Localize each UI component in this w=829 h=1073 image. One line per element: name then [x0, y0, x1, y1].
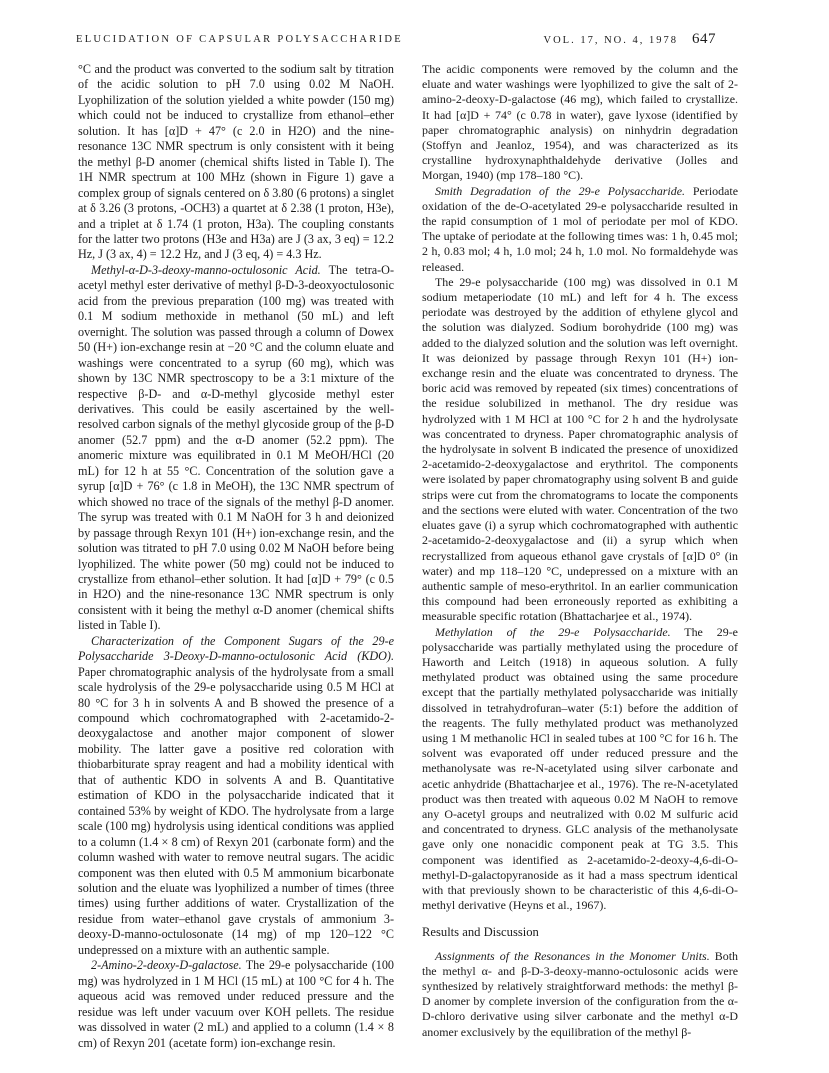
paragraph — [78, 958, 394, 1051]
page-number: 647 — [692, 31, 716, 47]
paragraph-text: The tetra-O-acetyl methyl ester derivative of methyl β-D-3-deoxyoctulosonic acid from the previous preparation (100 mg) was treated with 0.1 M sodium methoxide in methanol (50 mL) and left overnight. The solution was passed through a column of Dowex 50 (H+) ion-exchange resin at −20 °C and the column eluate and washings were concentrated to a syrup (60 mg), which was shown by 13C NMR spectroscopy to be a 3:1 mixture of the respective β-D- and α-D-methyl glycoside methyl ester derivatives. This could be easily ascertained by the well-resolved carbon signals of the methyl glycoside group of the β-D anomer (52.7 ppm) and the α-D anomer (52.2 ppm). The anomeric mixture was equilibrated in 0.1 M MeOH/HCl (20 mL) for 12 h at 55 °C. Concentration of the solution gave a syrup [α]D + 76° (c 1.8 in MeOH), the 13C NMR spectrum of which showed no trace of the signals of the methyl β-D anomer. The syrup was treated with 0.1 M NaOH for 3 h and deionized by passage through Rexyn 101 (H+) ion-exchange resin, and the solution was titrated to pH 7.0 using 0.02 M NaOH before being lyophilized. The white power (50 mg) could not be induced to crystallize from ethanol–ether solution. It had [α]D + 79° (c 0.5 in H2O) and the nine-resonance 13C NMR spectrum is only consistent with it being the methyl α-D anomer (chemical shifts listed in Table I). — [78, 262, 394, 633]
paragraph-text: Both the methyl α- and β-D-3-deoxy-manno-octulosonic acids were synthesized by relatively straightforward methods: the methyl β-D anomer by complete inversion of the configuration from the α-D-chloro derivative using silver carbonate and the methyl α-D anomer exclusively by the equilibration of the methyl β- — [422, 948, 738, 1039]
paragraph — [422, 62, 738, 184]
paragraph-text: The 29-e polysaccharide (100 mg) was dissolved in 0.1 M sodium metaperiodate (10 mL) and left for 4 h. The excess periodate was destroyed by the addition of ethylene glycol and the solution was dialyzed. Sodium borohydride (100 mg) was added to the dialyzed solution and the solution was left overnight. It was deionized by passage through Rexyn 101 (H+) ion-exchange resin and the eluate was concentrated to dryness. The boric acid was removed by repeated (six times) concentrations of the residue solubilized in methanol. The dry residue was hydrolyzed with 1 M HCl at 100 °C for 2 h and the hydrolysate was concentrated to dryness. Paper chromatographic analysis of the hydrolysate in solvent B indicated the presence of unoxidized 2-acetamido-2-deoxygalactose and erythritol. The components were isolated by paper chromatography using solvent B and guide strips were cut from the chromatograms to locate the components and the sections were eluted with water. Concentration of the two eluates gave (i) a syrup which cochromatographed with authentic 2-acetamido-2-deoxygalactose and (ii) a syrup which when recrystallized from aqueous ethanol gave crystals of [α]D 0° (in water) and mp 118–120 °C, undepressed on a mixture with an authentic sample of meso-erythritol. In an earlier communication this compound had been erroneously reported as exhibiting a measurable specific rotation (Bhattacharjee et al., 1974). — [422, 274, 738, 624]
section-heading: Results and Discussion — [422, 925, 539, 940]
running-head — [76, 31, 716, 52]
paragraph — [422, 949, 738, 1040]
paragraph — [422, 275, 738, 625]
paragraph — [78, 634, 394, 959]
volume-and-page — [544, 31, 717, 48]
run-in-heading: Assignments of the Resonances in the Monomer Units. — [435, 948, 710, 963]
volume-info: VOL. 17, NO. 4, 1978 — [543, 35, 678, 46]
paragraph-text: The 29-e polysaccharide (100 mg) was hydrolyzed in 1 M HCl (15 mL) at 100 °C for 4 h. The aqueous acid was removed under reduced pressure and the residue was left under vacuum over KOH pellets. The residue was dissolved in water (2 mL) and applied to a column (1.4 × 8 cm) of Rexyn 201 (acetate form) ion-exchange resin. — [78, 958, 394, 1050]
paragraph-text: The 29-e polysaccharide was partially methylated using the procedure of Haworth and Leitch (1918) in aqueous solution. A fully methylated product was obtained using the same procedure except that the partially methylated polysaccharide was initially dissolved in tetrahydrofuran–water (5:1) before the addition of the reagents. The fully methylated product was methanolyzed using 1 M methanolic HCl in sealed tubes at 100 °C for 16 h. The solvent was evaporated off under reduced pressure and the methanolysate was re-N-acetylated using silver carbonate and acetic anhydride (Bhattacharjee et al., 1976). The re-N-acetylated product was then treated with aqueous 0.02 M NaOH to remove any O-acetyl groups and neutralized with 0.02 M sulfuric acid and concentrated to dryness. GLC analysis of the methanolysate gave only one nonacidic component peak at TG 3.5. This component was identified as 2-acetamido-2-deoxy-4,6-di-O-methyl-D-galactopyranoside as it had a mass spectrum identical with that previously shown to be characteristic of this 4,6-di-O-methyl derivative (Heyns et al., 1967). — [422, 624, 738, 913]
paragraph-text: Periodate oxidation of the de-O-acetylated 29-e polysaccharide resulted in the rapid consumption of 1 mol of periodate per mol of KDO. The uptake of periodate at the following times was: 1 h, 0.45 mol; 2 h, 0.83 mol; 4 h, 1.0 mol; 24 h, 1.0 mol. No formaldehyde was released. — [422, 183, 738, 274]
run-in-heading: Methyl-α-D-3-deoxy-manno-octulosonic Acid. — [91, 262, 321, 277]
paragraph — [78, 62, 394, 263]
run-in-heading: Characterization of the Component Sugars of the 29-e Polysaccharide 3-Deoxy-D-manno-octulosonic Acid (KDO). — [78, 633, 394, 664]
paragraph-text: The acidic components were removed by the column and the eluate and water washings were lyophilized to give the salt of 2-amino-2-deoxy-D-galactose (46 mg), which failed to crystallize. It had [α]D + 74° (c 0.78 in water), gave lyxose (identified by paper chromatographic analysis) on ninhydrin degradation (Stoffyn and Jeanloz, 1954), and was characterized as its crystalline hydroxynaphthaldehyde derivative (Jolles and Morgan, 1940) (mp 178–180 °C). — [422, 62, 738, 183]
run-in-heading: Methylation of the 29-e Polysaccharide. — [435, 624, 671, 639]
run-in-heading: 2-Amino-2-deoxy-D-galactose. — [91, 958, 242, 973]
paragraph — [422, 625, 738, 914]
left-column — [78, 62, 394, 1051]
run-in-heading: Smith Degradation of the 29-e Polysaccharide. — [435, 183, 685, 198]
running-title: ELUCIDATION OF CAPSULAR POLYSACCHARIDE — [76, 34, 403, 45]
paragraph-text: °C and the product was converted to the sodium salt by titration of the acidic solution to pH 7.0 using 0.02 M NaOH. Lyophilization of the solution yielded a white powder (150 mg) which could not be induced to crystallize from ethanol–ether solution. It has [α]D + 47° (c 2.0 in H2O) and the nine-resonance 13C NMR spectrum is only consistent with it being the methyl β-D anomer (chemical shifts listed in Table I). The 1H NMR spectrum at 100 MHz (shown in Figure 1) gave a complex group of signals centered on δ 3.80 (6 protons) a singlet at δ 3.26 (3 protons, -OCH3) a quartet at δ 2.38 (1 proton, H3e), and a triplet at δ 1.74 (1 proton, H3a). The coupling constants for the latter two protons (H3e and H3a) are J (3 ax, 3 eq) = 12.2 Hz, J (3 ax, 4) = 12.2 Hz, and J (3 eq, 4) = 4.3 Hz. — [78, 62, 394, 262]
paragraph — [78, 263, 394, 634]
right-column — [422, 62, 738, 1040]
paragraph-text: Paper chromatographic analysis of the hydrolysate from a small scale hydrolysis of the 29-e polysaccharide using 0.5 M HCl at 80 °C for 3 h in solvents A and B showed the presence of a compound which cochromatographed with 2-acetamido-2-deoxygalactose and another major component of slower mobility. The latter gave a positive red coloration with thiobarbiturate spray reagent and had a mobility identical with that of authentic KDO in solvents A and B. Quantitative estimation of KDO in the polysaccharide indicated that it contained 53% by weight of KDO. The hydrolysate from a large scale (100 mg) hydrolysis using identical conditions was applied to a column (1.4 × 8 cm) of Rexyn 201 (carbonate form) and the column washed with water to remove neutral sugars. The acidic component was then eluted with 0.5 M ammonium bicarbonate solution and the eluate was lyophilized a number of times (three times) using further additions of water. Crystallization of the residue from water–ethanol gave crystals of ammonium 3-deoxy-D-manno-octulosonate (14 mg) of mp 120–122 °C undepressed on a mixture with an authentic sample. — [78, 664, 394, 957]
paragraph — [422, 184, 738, 275]
